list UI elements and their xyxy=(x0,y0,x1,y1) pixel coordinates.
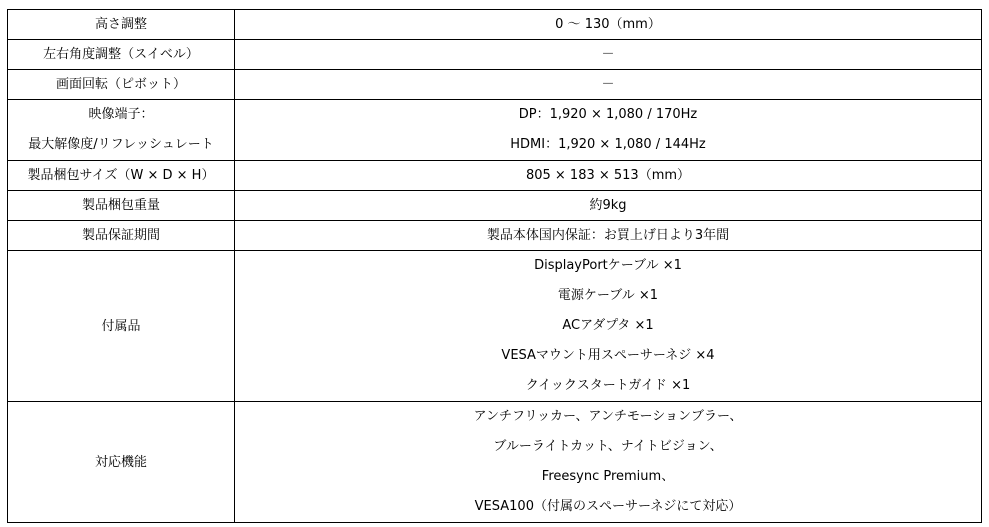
label-line: 製品梱包重量 xyxy=(81,198,160,213)
spec-row-accessories xyxy=(8,251,982,402)
spec-row-height-adjust xyxy=(8,10,982,40)
spec-label xyxy=(8,161,235,191)
value-line: DP：1,920 × 1,080 / 170Hz xyxy=(518,107,698,122)
spec-label xyxy=(8,100,235,161)
spec-label xyxy=(8,191,235,221)
value-line: HDMI：1,920 × 1,080 / 144Hz xyxy=(510,137,706,152)
value-line: Freesync Premium、 xyxy=(541,469,675,484)
spec-label xyxy=(8,221,235,251)
spec-row-warranty xyxy=(8,221,982,251)
value-line: VESA100（付属のスペーサーネジにて対応） xyxy=(474,499,742,514)
value-line: アンチフリッカー、アンチモーションブラー、 xyxy=(473,409,743,424)
value-line: ブルーライトカット、ナイトビジョン、 xyxy=(493,439,723,454)
value-line: － xyxy=(601,77,615,92)
spec-value xyxy=(235,251,982,402)
spec-value xyxy=(235,191,982,221)
value-line: 電源ケーブル ×1 xyxy=(557,288,659,303)
spec-label xyxy=(8,402,235,523)
spec-label xyxy=(8,251,235,402)
value-line: VESAマウント用スペーサーネジ ×4 xyxy=(501,348,715,363)
spec-value xyxy=(235,221,982,251)
spec-row-pivot xyxy=(8,70,982,100)
label-line: 付属品 xyxy=(101,318,141,334)
value-line: 0 ～ 130（mm） xyxy=(555,17,661,32)
spec-row-package-weight xyxy=(8,191,982,221)
spec-value xyxy=(235,100,982,161)
value-line: ACアダプタ ×1 xyxy=(562,318,654,333)
spec-value xyxy=(235,70,982,100)
spec-value xyxy=(235,10,982,40)
spec-row-video-ports xyxy=(8,100,982,161)
spec-row-features xyxy=(8,402,982,523)
label-line: 映像端子： xyxy=(88,107,154,122)
spec-row-swivel xyxy=(8,40,982,70)
label-line: 高さ調整 xyxy=(94,17,147,32)
label-line: 製品梱包サイズ（W × D × H） xyxy=(27,168,215,183)
spec-value xyxy=(235,40,982,70)
spec-row-package-size xyxy=(8,161,982,191)
spec-value xyxy=(235,161,982,191)
value-line: DisplayPortケーブル ×1 xyxy=(534,258,682,273)
spec-table xyxy=(7,9,982,523)
value-line: クイックスタートガイド ×1 xyxy=(525,378,691,393)
label-line: 画面回転（ピボット） xyxy=(55,77,186,92)
value-line: － xyxy=(601,47,615,62)
spec-label xyxy=(8,10,235,40)
label-line: 左右角度調整（スイベル） xyxy=(43,47,199,62)
value-line: 805 × 183 × 513（mm） xyxy=(525,168,691,183)
spec-label xyxy=(8,40,235,70)
value-line: 製品本体国内保証：お買上げ日より3年間 xyxy=(486,228,730,243)
label-line: 製品保証期間 xyxy=(81,228,160,243)
label-line: 最大解像度/リフレッシュレート xyxy=(28,137,214,152)
spec-label xyxy=(8,70,235,100)
label-line: 対応機能 xyxy=(94,454,147,470)
value-line: 約9kg xyxy=(589,198,627,213)
spec-value xyxy=(235,402,982,523)
